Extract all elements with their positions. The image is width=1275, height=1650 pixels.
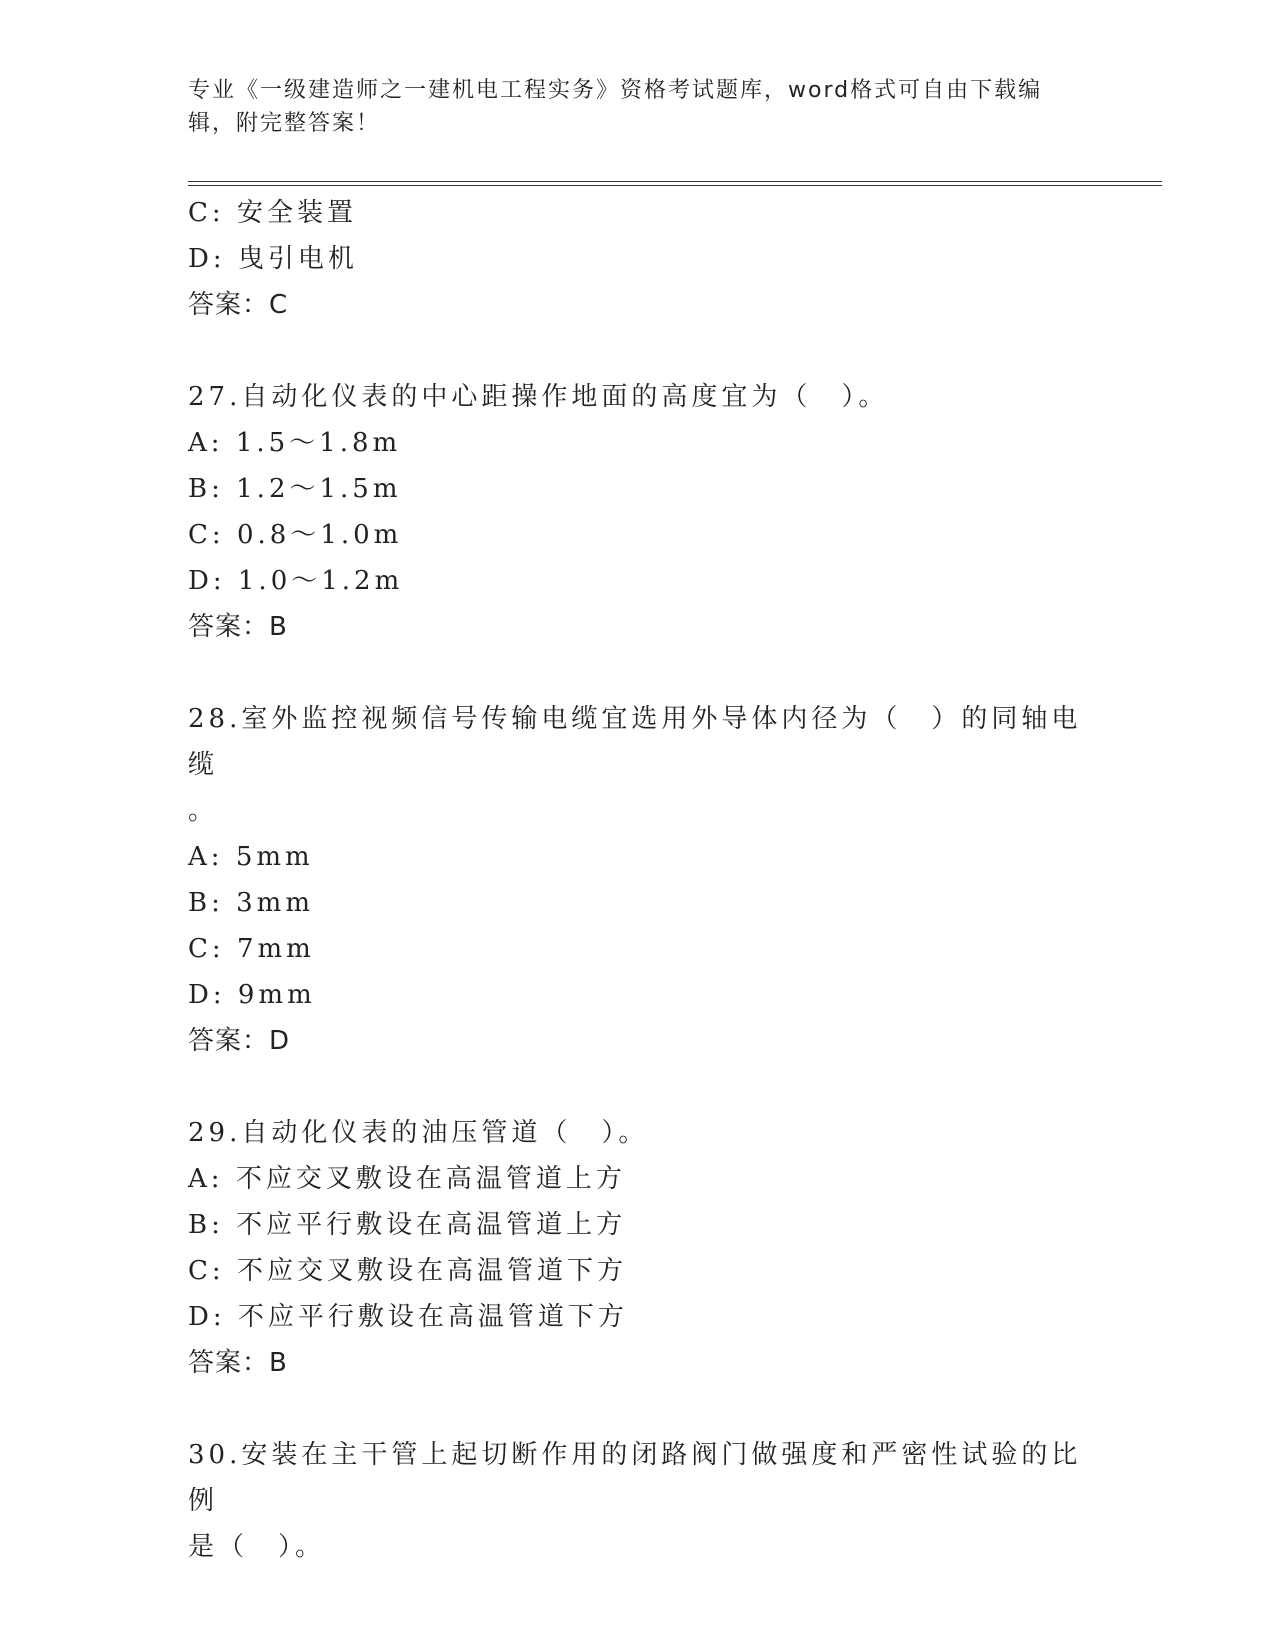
document-header (188, 74, 1088, 140)
option-c: C: 安全装置 (188, 198, 357, 228)
option-d: D: 9mm (188, 980, 316, 1010)
answer-line: 答案：B (188, 612, 288, 642)
option-b: B: 3mm (188, 888, 314, 918)
header-divider-top (188, 181, 1162, 182)
option-c: C: 不应交叉敷设在高温管道下方 (188, 1256, 627, 1286)
question-30-stem: 30.安装在主干管上起切断作用的闭路阀门做强度和严密性试验的比例 (188, 1440, 1082, 1516)
header-divider-bottom (188, 185, 1162, 186)
option-c: C: 7mm (188, 934, 315, 964)
answer-line: 答案：B (188, 1348, 288, 1378)
header-line-2: 辑，附完整答案！ (188, 111, 381, 136)
option-a: A: 不应交叉敷设在高温管道上方 (188, 1164, 626, 1194)
question-content (188, 190, 1088, 1570)
answer-line: 答案：D (188, 1026, 291, 1056)
option-b: B: 1.2～1.5m (188, 474, 402, 504)
option-c: C: 0.8～1.0m (188, 520, 403, 550)
question-28-stem: 28.室外监控视频信号传输电缆宜选用外导体内径为（ ）的同轴电缆 (188, 704, 1082, 780)
option-d: D: 1.0～1.2m (188, 566, 404, 596)
answer-line: 答案：C (188, 290, 289, 320)
header-line-1: 专业《一级建造师之一建机电工程实务》资格考试题库，word格式可自由下载编 (188, 78, 1043, 103)
option-b: B: 不应平行敷设在高温管道上方 (188, 1210, 627, 1240)
option-d: D: 不应平行敷设在高温管道下方 (188, 1302, 628, 1332)
option-a: A: 1.5～1.8m (188, 428, 402, 458)
question-30-stem-continuation: 是（ ）。 (188, 1532, 326, 1562)
question-28-stem-continuation: 。 (188, 796, 219, 826)
question-29-stem: 29.自动化仪表的油压管道（ ）。 (188, 1118, 649, 1148)
option-a: A: 5mm (188, 842, 314, 872)
question-27-stem: 27.自动化仪表的中心距操作地面的高度宜为（ ）。 (188, 382, 889, 412)
option-d: D: 曳引电机 (188, 244, 358, 274)
